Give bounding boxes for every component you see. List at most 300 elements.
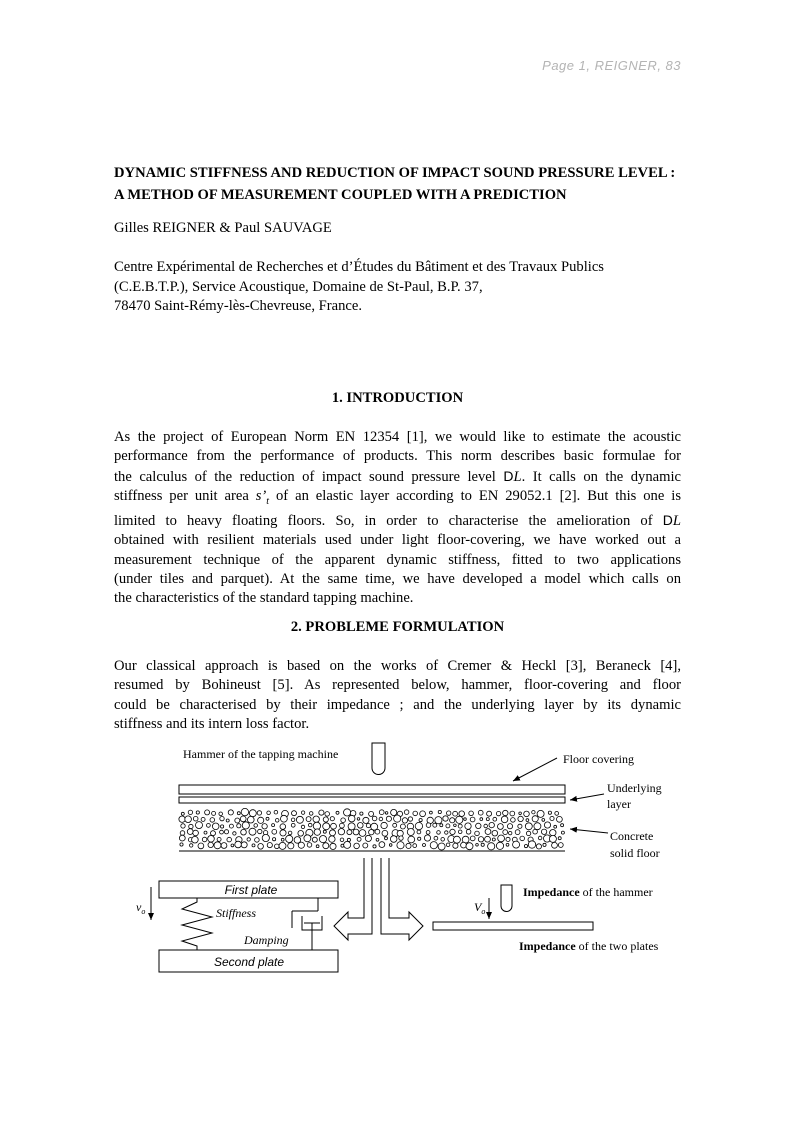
floor-covering-arrow — [513, 758, 557, 781]
right-branch-arrow — [381, 858, 423, 940]
gravel-pebble — [307, 843, 312, 848]
gravel-pebble — [476, 844, 479, 847]
gravel-pebble — [180, 831, 185, 836]
gravel-pebble — [231, 844, 234, 847]
gravel-pebble — [450, 829, 455, 834]
gravel-pebble — [235, 818, 240, 823]
gravel-pebble — [532, 816, 538, 822]
gravel-pebble — [286, 835, 293, 842]
gravel-pebble — [525, 823, 532, 830]
delta-symbol: D — [662, 512, 673, 529]
gravel-pebble — [435, 817, 442, 824]
gravel-pebble — [181, 824, 185, 828]
gravel-pebble — [219, 812, 223, 816]
gravel-pebble — [280, 824, 286, 830]
paper-title: DYNAMIC STIFFNESS AND REDUCTION OF IMPACT SOUND PRESSURE LEVEL : A METHOD OF MEASUREMENT COUPLED WITH A PREDICTION — [114, 165, 676, 203]
gravel-pebble — [443, 816, 448, 821]
gravel-pebble — [274, 810, 278, 814]
gravel-pebble — [308, 823, 312, 827]
underlying-label-line: layer — [607, 797, 631, 811]
gravel-pebble — [237, 812, 240, 815]
gravel-pebble — [212, 811, 216, 815]
gravel-pebble — [426, 831, 430, 835]
gravel-pebble — [202, 837, 207, 842]
gravel-pebble — [397, 830, 403, 836]
gravel-pebble — [331, 823, 337, 829]
gravel-pebble — [511, 818, 516, 823]
gravel-pebble — [441, 838, 445, 842]
concrete-label-line: solid floor — [610, 846, 660, 860]
text-line: As the project of European Norm EN 12354 [1], we would like to estimate the acoustic — [114, 429, 681, 445]
text-line: resumed by Bohineust [5]. As represented below, hammer, floor-covering and floor — [114, 677, 681, 694]
gravel-pebble — [185, 816, 192, 823]
gravel-pebble — [306, 817, 311, 822]
gravel-pebble — [226, 819, 229, 822]
gravel-pebble — [385, 812, 388, 815]
damper-icon — [292, 898, 322, 950]
gravel-pebble — [358, 823, 364, 829]
authors: Gilles REIGNER & Paul SAUVAGE — [114, 220, 332, 236]
gravel-pebble — [515, 830, 520, 835]
gravel-pebble — [291, 818, 295, 822]
gravel-pebble — [537, 810, 544, 817]
gravel-pebble — [503, 830, 508, 835]
gravel-pebble — [493, 817, 497, 821]
gravel-pebble — [542, 819, 545, 822]
spring-icon — [182, 898, 212, 950]
gravel-pebble — [379, 842, 385, 848]
gravel-pebble — [486, 818, 489, 821]
page-header: Page 1, REIGNER, 83 — [542, 58, 681, 73]
gravel-pebble — [330, 843, 336, 849]
gravel-pebble — [329, 836, 335, 842]
affiliation-line: Centre Expérimental de Recherches et d’Études du Bâtiment et des Travaux Publics — [114, 259, 604, 275]
gravel-pebble — [528, 841, 535, 848]
gravel-pebble — [476, 823, 481, 828]
gravel-pebble — [538, 836, 542, 840]
gravel-pebble — [496, 811, 500, 815]
hammer-label: Hammer of the tapping machine — [183, 747, 339, 761]
gravel-pebble — [532, 811, 535, 814]
gravel-pebble — [221, 843, 227, 849]
gravel-pebble — [221, 825, 224, 828]
gravel-pebble — [192, 836, 199, 843]
gravel-pebble — [248, 816, 255, 823]
gravel-pebble — [252, 844, 255, 847]
gravel-pebble — [465, 823, 471, 829]
velocity-label: $v_o$ — [136, 900, 146, 916]
gravel-pebble — [208, 836, 215, 843]
gravel-pebble — [509, 831, 512, 834]
stiffness-label: Stiffness — [216, 906, 257, 920]
text-line: the calculus of the reduction of impact sound pressure level DL. It calls on the dynamic — [114, 467, 681, 485]
gravel-pebble — [513, 841, 520, 848]
gravel-pebble — [354, 843, 360, 849]
gravel-pebble — [179, 816, 185, 822]
gravel-pebble — [413, 811, 418, 816]
underlying-layer — [179, 797, 565, 803]
gravel-pebble — [438, 810, 441, 813]
gravel-pebble — [533, 829, 538, 834]
gravel-pebble — [204, 831, 207, 834]
gravel-pebble — [347, 838, 350, 841]
gravel-pebble — [198, 843, 204, 849]
gravel-pebble — [456, 816, 463, 823]
gravel-pebble — [341, 818, 346, 823]
gravel-pebble — [381, 822, 387, 828]
impedance-hammer-label: Impedance of the hammer — [523, 885, 653, 899]
gravel-pebble — [461, 842, 467, 848]
gravel-pebble — [207, 824, 211, 828]
gravel-pebble — [478, 837, 483, 842]
gravel-pebble — [247, 838, 250, 841]
gravel-pebble — [323, 843, 329, 849]
gravel-pebble — [518, 824, 522, 828]
gravel-pebble — [214, 842, 221, 849]
gravel-pebble — [406, 843, 411, 848]
gravel-pebble — [187, 829, 193, 835]
gravel-pebble — [267, 843, 272, 848]
gravel-pebble — [418, 837, 421, 840]
gravel-pebble — [391, 809, 397, 815]
gravel-pebble — [526, 819, 529, 822]
gravel-pebble — [319, 810, 324, 815]
gravel-pebble — [262, 824, 267, 829]
gravel-pebble — [554, 825, 557, 828]
gravel-pebble — [304, 835, 311, 842]
hammer-icon — [372, 743, 385, 775]
gravel-pebble — [389, 844, 392, 847]
gravel-pebble — [453, 843, 458, 848]
gravel-pebble — [550, 816, 554, 820]
gravel-pebble — [458, 824, 462, 828]
text-line: stiffness per unit area $s’_t$ of an elastic layer according to EN 29052.1 [2]. But this one is — [114, 487, 681, 507]
gravel-pebble — [188, 810, 192, 814]
gravel-pebble — [382, 830, 388, 836]
gravel-pebble — [372, 816, 377, 821]
gravel-pebble — [272, 829, 277, 834]
gravel-pebble — [357, 818, 360, 821]
gravel-pebble — [344, 841, 351, 848]
gravel-pebble — [258, 829, 262, 833]
gravel-pebble — [301, 825, 304, 828]
gravel-pebble — [181, 812, 184, 815]
affiliation-line: 78470 Saint-Rémy-lès-Chevreuse, France. — [114, 298, 363, 314]
gravel-pebble — [365, 835, 371, 841]
gravel-pebble — [266, 817, 269, 820]
gravel-pebble — [196, 822, 203, 829]
concrete-arrow — [570, 829, 608, 833]
gravel-pebble — [312, 837, 317, 842]
concrete-label-line: Concrete — [610, 829, 654, 843]
gravel-pebble — [390, 836, 397, 843]
gravel-pebble — [415, 822, 422, 829]
gravel-pebble — [400, 824, 405, 829]
gravel-pebble — [503, 810, 508, 815]
gravel-pebble — [190, 844, 193, 847]
gravel-pebble — [347, 830, 352, 835]
gravel-pebble — [257, 811, 261, 815]
gravel-pebble — [541, 829, 546, 834]
gravel-pebble — [241, 842, 247, 848]
gravel-pebble — [363, 817, 369, 823]
gravel-pebble — [430, 811, 433, 814]
gravel-pebble — [189, 824, 193, 828]
gravel-pebble — [301, 811, 304, 814]
gravel-pebble — [437, 831, 441, 835]
underlying-arrow — [570, 794, 604, 800]
gravel-pebble — [397, 842, 404, 849]
gravel-pebble — [344, 809, 351, 816]
gravel-pebble — [519, 812, 522, 815]
gravel-pebble — [475, 831, 480, 836]
text-line: Our classical approach is based on the works of Cremer & Heckl [3], Beraneck [4], — [114, 658, 681, 674]
gravel-pebble — [413, 844, 417, 848]
gravel-pebble — [402, 818, 407, 823]
gravel-pebble — [369, 811, 374, 816]
underlying-label-line: Underlying — [607, 781, 662, 795]
affiliation-line: (C.E.B.T.P.), Service Acoustique, Domaine de St-Paul, B.P. 37, — [114, 278, 483, 295]
gravel-pebble — [447, 811, 451, 815]
gravel-pebble — [193, 830, 199, 836]
gravel-pebble — [249, 810, 256, 817]
gravel-pebble — [255, 838, 260, 843]
gravel-pebble — [557, 816, 563, 822]
gravel-pebble — [330, 817, 334, 821]
text-line: measurement technique of the apparent dynamic stiffness, fitted to two applications — [114, 551, 681, 568]
gravel-pebble — [446, 824, 450, 828]
gravel-pebble — [348, 815, 355, 822]
gravel-pebble — [478, 810, 483, 815]
gravel-pebble — [363, 843, 368, 848]
gravel-pebble — [379, 810, 384, 815]
gravel-pebble — [330, 830, 336, 836]
gravel-pebble — [212, 823, 219, 830]
gravel-pebble — [453, 811, 458, 816]
gravel-pebble — [433, 823, 437, 827]
gravel-pebble — [205, 810, 210, 815]
gravel-pebble — [292, 811, 297, 816]
velocity-label: $V_o$ — [474, 900, 486, 916]
gravel-pebble — [526, 831, 530, 835]
gravel-pebble — [340, 838, 344, 842]
gravel-pebble — [487, 811, 492, 816]
gravel-pebble — [313, 816, 319, 822]
gravel-pebble — [323, 823, 330, 830]
gravel-pebble — [258, 844, 264, 850]
gravel-pebble — [520, 836, 525, 841]
gravel-pebble — [279, 842, 286, 849]
gravel-pebble — [241, 808, 248, 815]
gravel-pebble — [470, 836, 475, 841]
gravel-pebble — [375, 829, 380, 834]
gravel-pebble — [458, 830, 462, 834]
gravel-pebble — [507, 824, 512, 829]
gravel-pebble — [201, 817, 205, 821]
gravel-pebble — [235, 841, 242, 848]
gravel-pebble — [558, 837, 561, 840]
gravel-pebble — [450, 818, 455, 823]
gravel-pebble — [273, 838, 276, 841]
gravel-pebble — [536, 844, 541, 849]
gravel-pebble — [518, 816, 523, 821]
gravel-pebble — [325, 812, 330, 817]
section-heading-formulation: 2. PROBLEME FORMULATION — [290, 619, 505, 635]
text-line: (under tiles and parquet). At the same time, we have developed a model which calls on — [114, 570, 681, 587]
gravel-pebble — [336, 811, 339, 814]
floor-covering-label: Floor covering — [563, 752, 634, 766]
gravel-pebble — [481, 843, 484, 846]
gravel-pebble — [438, 843, 445, 850]
gravel-pebble — [228, 810, 233, 815]
gravel-pebble — [313, 822, 320, 829]
gravel-pebble — [249, 828, 256, 835]
gravel-pebble — [404, 810, 409, 815]
gravel-pebble — [360, 812, 363, 815]
text-line: limited to heavy floating floors. So, in order to characterise the amelioration of DL — [114, 512, 681, 530]
text-line: obtained with resilient materials used under light floor-covering, we have worked out a — [114, 532, 681, 549]
gravel-pebble — [379, 817, 383, 821]
plates-impedance-bar — [433, 922, 593, 930]
gravel-pebble — [298, 831, 304, 837]
gravel-pebble — [534, 823, 541, 830]
delta-symbol: D — [503, 467, 514, 484]
text-line: could be characterised by their impedance ; and the underlying layer by its dynamic — [114, 696, 681, 713]
gravel-pebble — [281, 815, 288, 822]
gravel-pebble — [193, 816, 198, 821]
gravel-pebble — [237, 824, 241, 828]
gravel-pebble — [288, 831, 292, 835]
gravel-pebble — [288, 843, 294, 849]
gravel-pebble — [314, 829, 320, 835]
gravel-pebble — [434, 836, 438, 840]
gravel-pebble — [555, 812, 559, 816]
gravel-pebble — [492, 830, 498, 836]
gravel-pebble — [440, 824, 443, 827]
gravel-pebble — [233, 832, 236, 835]
gravel-pebble — [267, 811, 271, 815]
gravel-pebble — [376, 838, 379, 841]
gravel-pebble — [275, 819, 279, 823]
gravel-pebble — [359, 830, 366, 837]
gravel-pebble — [485, 829, 491, 835]
gravel-pebble — [296, 816, 303, 823]
gravel-pebble — [454, 824, 457, 827]
gravel-pebble — [453, 836, 460, 843]
gravel-pebble — [426, 823, 431, 828]
gravel-pebble — [488, 843, 495, 850]
gravel-pebble — [498, 835, 505, 842]
gravel-pebble — [291, 823, 295, 827]
gravel-pebble — [548, 811, 551, 814]
gravel-pebble — [385, 837, 388, 840]
gravel-pebble — [275, 844, 280, 849]
gravel-pebble — [552, 842, 558, 848]
gravel-pebble — [419, 819, 422, 822]
gravel-pebble — [298, 842, 304, 848]
gravel-pebble — [544, 822, 550, 828]
gravel-pebble — [369, 830, 374, 835]
gravel-pebble — [319, 836, 326, 843]
gravel-pebble — [558, 843, 563, 848]
gravel-pebble — [323, 817, 328, 822]
gravel-pebble — [498, 824, 504, 830]
gravel-pebble — [211, 831, 216, 836]
gravel-pebble — [241, 829, 247, 835]
gravel-pebble — [550, 830, 556, 836]
gravel-pebble — [466, 830, 471, 835]
gravel-pebble — [424, 835, 430, 841]
gravel-pebble — [445, 831, 448, 834]
gravel-pebble — [524, 811, 530, 817]
floor-covering-layer — [179, 785, 565, 794]
gravel-pebble — [258, 817, 264, 823]
gravel-pebble — [430, 842, 437, 849]
gravel-pebble — [220, 816, 224, 820]
gravel-pebble — [485, 836, 491, 842]
gravel-pebble — [217, 837, 221, 841]
gravel-pebble — [338, 829, 344, 835]
gravel-pebble — [470, 817, 475, 822]
gravel-pebble — [423, 844, 426, 847]
gravel-pebble — [464, 818, 467, 821]
gravel-pebble — [227, 837, 232, 842]
gravel-pebble — [501, 816, 508, 823]
left-branch-arrow — [334, 858, 372, 940]
second-plate-label: Second plate — [213, 955, 285, 969]
gravel-pebble — [220, 830, 224, 834]
gravel-pebble — [196, 811, 199, 814]
gravel-pebble — [408, 817, 412, 821]
section-heading-introduction: 1. INTRODUCTION — [331, 390, 464, 406]
gravel-pebble — [399, 836, 403, 840]
first-plate-label: First plate — [224, 883, 278, 897]
gravel-pebble — [506, 843, 509, 846]
gravel-pebble — [316, 845, 319, 848]
gravel-pebble — [179, 835, 185, 841]
gravel-pebble — [366, 824, 370, 828]
gravel-pebble — [242, 822, 249, 829]
gravel-pebble — [510, 811, 515, 816]
text-line: performance from the performance of products. This norm describes basic formulae for — [114, 448, 681, 465]
gravel-pebble — [254, 824, 258, 828]
gravel-pebble — [272, 824, 275, 827]
gravel-pebble — [393, 823, 397, 827]
gravel-pebble — [549, 835, 556, 842]
gravel-pebble — [353, 829, 359, 835]
gravel-pebble — [561, 831, 564, 834]
gravel-pebble — [496, 842, 503, 849]
gravel-pebble — [459, 811, 465, 817]
gravel-pebble — [309, 812, 313, 816]
gravel-pebble — [180, 843, 183, 846]
gravel-pebble — [420, 811, 426, 817]
gravel-pebble — [224, 830, 228, 834]
gravel-pebble — [466, 843, 473, 850]
gravel-pebble — [480, 818, 483, 821]
gravel-pebble — [561, 824, 564, 827]
gravel-pebble — [408, 836, 415, 843]
hammer-icon — [501, 885, 512, 912]
gravel-pebble — [489, 822, 494, 827]
gravel-pebble — [446, 843, 450, 847]
gravel-pebble — [262, 834, 269, 841]
gravel-pebble — [280, 830, 286, 836]
gravel-pebble — [386, 816, 391, 821]
gravel-pebble — [348, 823, 355, 830]
gravel-pebble — [394, 815, 401, 822]
gravel-pebble — [417, 830, 421, 834]
